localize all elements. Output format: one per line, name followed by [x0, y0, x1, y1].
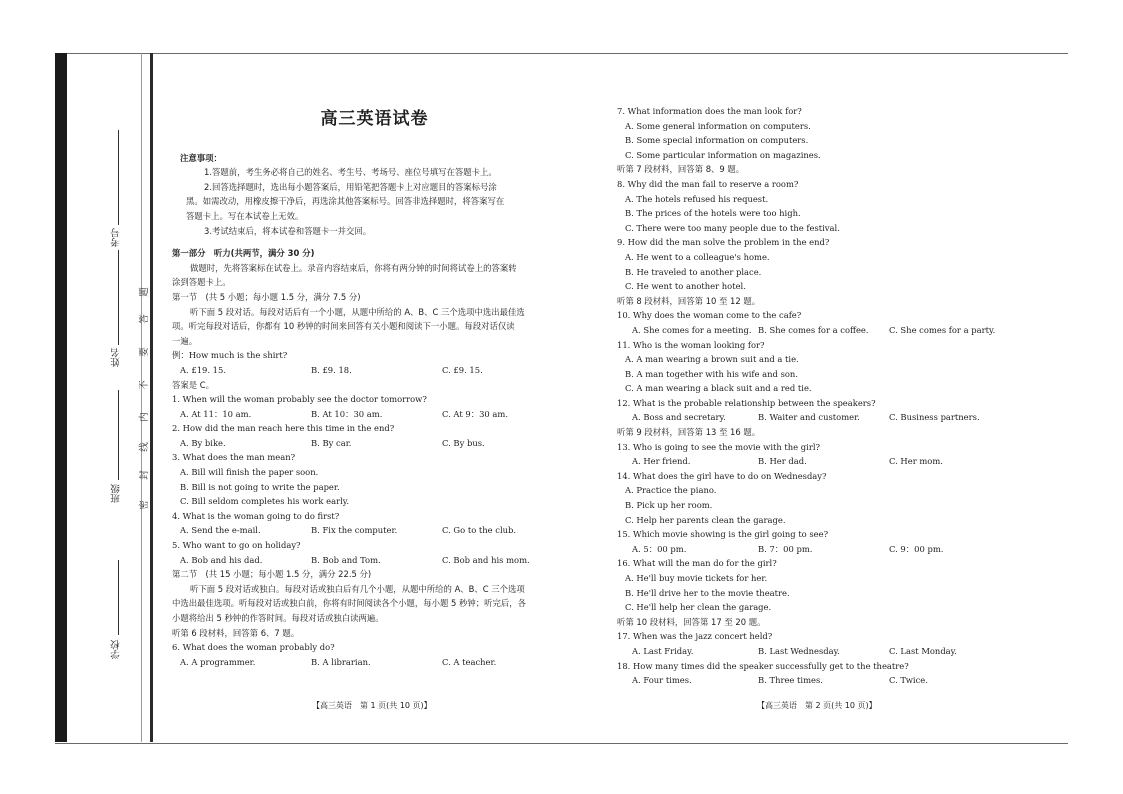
seal-char: 不: [139, 380, 150, 390]
option: A. He went to a colleague's home.: [625, 251, 770, 262]
option: A. Practice the piano.: [625, 485, 717, 496]
part1-title: 第一部分 听力(共两节，满分 30 分): [172, 248, 315, 259]
option: A. Bill will finish the paper soon.: [180, 467, 319, 478]
question: 8. Why did the man fail to reserve a room?: [617, 178, 799, 189]
option: A. Boss and secretary.: [632, 412, 726, 423]
option: A. He'll buy movie tickets for her.: [625, 573, 768, 583]
option: C. Bill seldom completes his work early.: [180, 496, 350, 507]
option: A. Four times.: [632, 675, 692, 686]
school-line: [118, 560, 119, 635]
question: 13. Who is going to see the movie with the girl?: [617, 441, 821, 452]
option: C. Last Monday.: [889, 645, 957, 656]
option: C. A man wearing a black suit and a red tie.: [625, 383, 812, 394]
notice-title: 注意事项：: [180, 152, 222, 163]
question: 16. What will the man do for the girl?: [617, 558, 777, 569]
option: B. By car.: [311, 437, 352, 448]
example-answer: 答案是 C。: [172, 379, 215, 390]
option: B. £9. 18.: [311, 364, 352, 375]
example-question: 例：How much is the shirt?: [172, 350, 288, 361]
question: 14. What does the girl have to do on Wednesday?: [617, 470, 827, 481]
option: B. A man together with his wife and son.: [625, 368, 798, 379]
option: B. At 10：30 am.: [311, 408, 383, 419]
question: 1. When will the woman probably see the doctor tomorrow?: [172, 394, 427, 405]
option: C. Help her parents clean the garage.: [625, 514, 786, 525]
question: 4. What is the woman going to do first?: [172, 510, 340, 521]
option: B. The prices of the hotels were too high.: [625, 208, 801, 219]
section2-intro: 小题将给出 5 秒钟的作答时间。每段对话或独白读两遍。: [172, 613, 384, 623]
question: 15. Which movie showing is the girl going to see?: [617, 529, 829, 540]
option: B. Her dad.: [758, 456, 807, 467]
material-heading: 听第 8 段材料，回答第 10 至 12 题。: [617, 295, 761, 306]
question: 2. How did the man reach here this time in the end?: [172, 423, 395, 434]
question-options: [172, 407, 577, 422]
class-label: 班级: [111, 484, 122, 503]
option: B. Bill is not going to write the paper.: [180, 481, 340, 492]
option: B. Some special information on computers.: [625, 135, 809, 146]
option: B. Bob and Tom.: [311, 554, 381, 565]
option: C. Bob and his mom.: [442, 554, 530, 565]
question: 10. Why does the woman come to the cafe?: [617, 310, 802, 321]
exam-no-line: [118, 130, 119, 225]
option: A. 5：00 pm.: [632, 543, 687, 554]
example-options: [172, 363, 577, 378]
page-1: [172, 109, 577, 669]
section2-intro: 中选出最佳选项。听每段对话或独白前，你将有时间阅读各个小题，每小题 5 秒钟；听完后，各: [172, 598, 527, 609]
section1-intro: 一遍。: [172, 335, 198, 346]
question: 6. What does the woman probably do?: [172, 642, 335, 653]
question: 18. How many times did the speaker successfully get to the theatre?: [617, 660, 909, 671]
material-heading: 听第 9 段材料，回答第 13 至 16 题。: [617, 427, 761, 438]
option: C. By bus.: [442, 437, 485, 448]
question: 9. How did the man solve the problem in the end?: [617, 237, 830, 248]
name-label: 姓名: [111, 348, 122, 367]
option: A. The hotels refused his request.: [625, 193, 769, 204]
option: A. Bob and his dad.: [180, 554, 263, 565]
exam-no-label: 考号: [111, 228, 122, 247]
question-options: [617, 644, 1017, 659]
question: 11. Who is the woman looking for?: [617, 339, 765, 350]
exam-title: 高三英语试卷: [320, 109, 429, 129]
material-heading: 听第 7 段材料，回答第 8、9 题。: [617, 164, 745, 175]
page-footer: 【高三英语 第 2 页(共 10 页)】: [757, 701, 877, 710]
seal-char: 要: [139, 347, 150, 357]
option: C. A teacher.: [442, 656, 497, 667]
notice-line: 2.回答选择题时，选出每小题答案后，用铅笔把答题卡上对应题目的答案标号涂: [204, 181, 497, 192]
option: A. A programmer.: [180, 656, 256, 667]
page-footer: 【高三英语 第 1 页(共 10 页)】: [312, 701, 432, 710]
school-label: 学校: [111, 640, 122, 659]
option: B. Last Wednesday.: [758, 645, 840, 656]
page-2: [617, 104, 1017, 688]
question-options: [172, 523, 577, 538]
notice-line: 答题卡上。写在本试卷上无效。: [186, 210, 304, 221]
material-heading: 听第 6 段材料，回答第 6、7 题。: [172, 627, 300, 638]
seal-char: 线: [139, 442, 150, 452]
question-options: [617, 323, 1017, 338]
question: 12. What is the probable relationship between the speakers?: [617, 397, 876, 408]
notice-line: 1.答题前，考生务必将自己的姓名、考生号、考场号、座位号填写在答题卡上。: [204, 167, 497, 178]
option: A. Last Friday.: [632, 645, 694, 656]
section1-intro: 听下面 5 段对话。每段对话后有一个小题，从题中所给的 A、B、C 三个选项中选出最佳选: [190, 306, 525, 317]
binding-rule: [150, 53, 153, 742]
option: B. She comes for a coffee.: [758, 324, 869, 335]
option: C. Her mom.: [889, 456, 943, 467]
section2-title: 第二节 (共 15 小题；每小题 1.5 分，满分 22.5 分): [172, 569, 372, 580]
option: C. Go to the club.: [442, 525, 517, 536]
option: A. By bike.: [180, 437, 226, 448]
option: B. He'll drive her to the movie theatre.: [625, 587, 790, 598]
class-line: [118, 390, 119, 480]
question: 3. What does the man mean?: [172, 452, 296, 463]
part1-intro: 做题时，先将答案标在试卷上。录音内容结束后，你将有两分钟的时间将试卷上的答案转: [190, 262, 517, 273]
option: C. At 9：30 am.: [442, 408, 508, 419]
option: C. 9：00 pm.: [889, 543, 944, 554]
question-options: [617, 454, 1017, 469]
question-options: [172, 553, 577, 568]
option: B. 7：00 pm.: [758, 543, 813, 554]
option: C. £9. 15.: [442, 364, 483, 375]
question: 17. When was the jazz concert held?: [617, 631, 773, 642]
seal-char: 封: [139, 470, 150, 480]
option: C. She comes for a party.: [889, 324, 996, 335]
option: B. He traveled to another place.: [625, 266, 762, 277]
scan-edge: [55, 53, 67, 742]
notice-line: 3.考试结束后，将本试卷和答题卡一并交回。: [204, 225, 372, 236]
question-options: [172, 655, 577, 670]
seal-char: 答: [139, 314, 150, 324]
option: A. A man wearing a brown suit and a tie.: [625, 354, 799, 365]
option: A. Send the e-mail.: [180, 525, 261, 536]
option: C. He'll help her clean the garage.: [625, 602, 772, 613]
section1-intro: 项。听完每段对话后，你都有 10 秒钟的时间来回答有关小题和阅读下一小题。每段对话仅读: [172, 321, 515, 332]
option: B. Pick up her room.: [625, 500, 713, 511]
option: C. There were too many people due to the festival.: [625, 222, 840, 233]
seal-char: 内: [139, 412, 150, 422]
option: B. Fix the computer.: [311, 525, 398, 536]
notice-line: 黑。如需改动，用橡皮擦干净后，再选涂其他答案标号。回答非选择题时，将答案写在: [186, 196, 505, 207]
question: 5. Who want to go on holiday?: [172, 540, 301, 551]
question-options: [617, 542, 1017, 557]
section2-intro: 听下面 5 段对话或独白。每段对话或独白后有几个小题，从题中所给的 A、B、C 三个选项: [190, 583, 525, 594]
option: C. Twice.: [889, 675, 928, 686]
option: A. Some general information on computers.: [625, 120, 811, 131]
material-heading: 听第 10 段材料，回答第 17 至 20 题。: [617, 616, 766, 627]
seal-char: 题: [139, 287, 150, 297]
option: B. Three times.: [758, 675, 823, 686]
seal-char: 密: [139, 500, 150, 510]
question: 7. What information does the man look for?: [617, 106, 802, 116]
option: A. £19. 15.: [180, 364, 227, 375]
option: B. Waiter and customer.: [758, 412, 860, 423]
question-options: [172, 436, 577, 451]
option: C. Some particular information on magazines.: [625, 149, 821, 160]
option: C. He went to another hotel.: [625, 281, 746, 292]
option: A. At 11：10 am.: [180, 408, 252, 419]
binding-rule-thin: [141, 53, 142, 742]
section1-title: 第一节 (共 5 小题；每小题 1.5 分，满分 7.5 分): [172, 291, 361, 302]
option: A. Her friend.: [632, 456, 691, 467]
question-options: [617, 410, 1017, 425]
part1-intro: 涂到答题卡上。: [172, 277, 231, 288]
option: A. She comes for a meeting.: [632, 324, 752, 335]
question-options: [617, 673, 1017, 688]
name-line: [118, 250, 119, 345]
option: B. A librarian.: [311, 656, 371, 667]
option: C. Business partners.: [889, 412, 980, 423]
